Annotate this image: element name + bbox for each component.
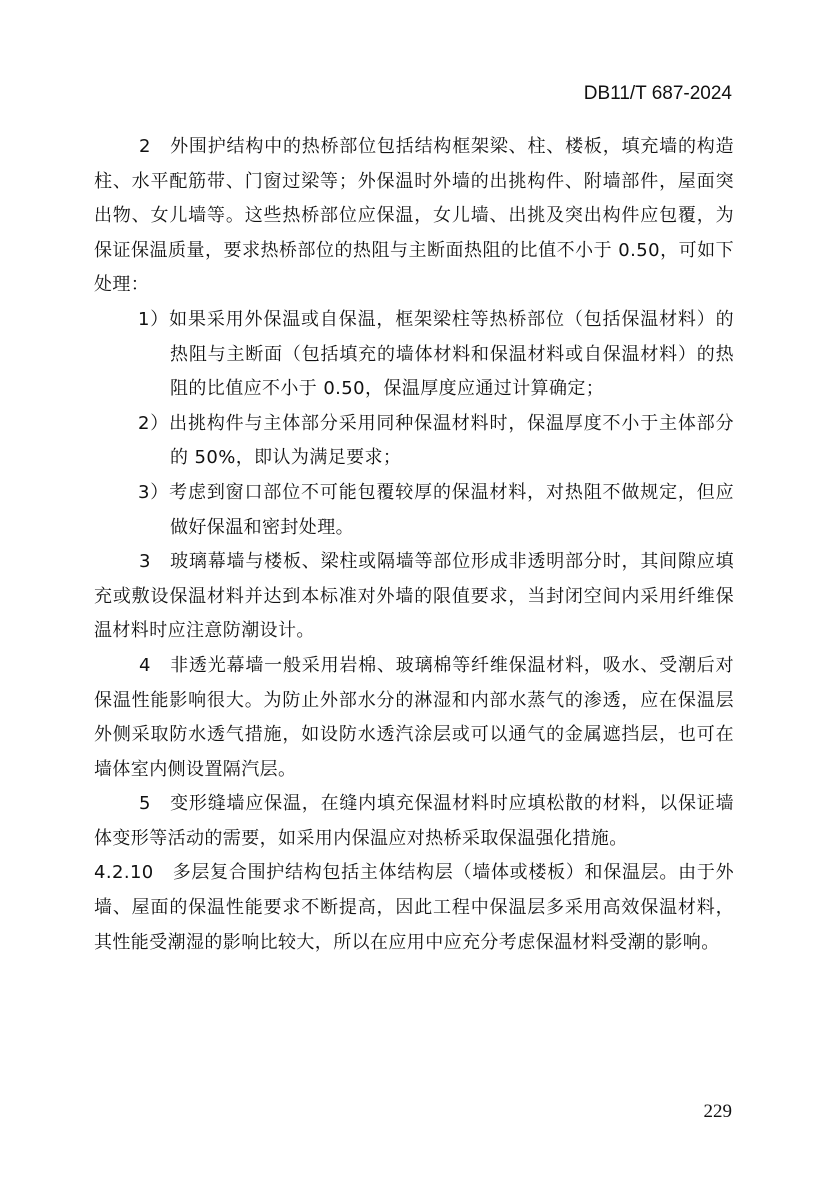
list-item-1: 1）如果采用外保温或自保温，框架梁柱等热桥部位（包括保温材料）的热阻与主断面（包括填充的墙体材料和保温材料或自保温材料）的热阻的比值应不小于 0.50，保温厚度应通过计算确定； xyxy=(138,308,734,400)
page-number: 229 xyxy=(703,1101,732,1122)
list-item-2: 2）出挑构件与主体部分采用同种保温材料时，保温厚度不小于主体部分的 50%，即认为满足要求； xyxy=(138,412,734,469)
clause-2-paragraph: 2 外围护结构中的热桥部位包括结构框架梁、柱、楼板，填充墙的构造柱、水平配筋带、门窗过梁等；外保温时外墙的出挑构件、附墙部件，屋面突出物、女儿墙等。这些热桥部位应保温，女儿墙、出挑及突出构件应包覆，为保证保温质量，要求热桥部位的热阻与主断面热阻的比值不小于 0.50，可如下处理： xyxy=(94,136,734,296)
clause-5-paragraph: 5 变形缝墙应保温，在缝内填充保温材料时应填松散的材料，以保证墙体变形等活动的需要，如采用内保温应对热桥采取保温强化措施。 xyxy=(94,793,734,849)
section-4-2-10-paragraph: 4.2.10 多层复合围护结构包括主体结构层（墙体或楼板）和保温层。由于外墙、屋面的保温性能要求不断提高，因此工程中保温层多采用高效保温材料，其性能受潮湿的影响比较大，所以在应用中应充分考虑保温材料受潮的影响。 xyxy=(94,862,734,953)
body-text xyxy=(94,130,734,960)
clause-3-paragraph: 3 玻璃幕墙与楼板、梁柱或隔墙等部位形成非透明部分时，其间隙应填充或敷设保温材料并达到本标准对外墙的限值要求，当封闭空间内采用纤维保温材料时应注意防潮设计。 xyxy=(94,551,734,642)
clause-4-paragraph: 4 非透光幕墙一般采用岩棉、玻璃棉等纤维保温材料，吸水、受潮后对保温性能影响很大。为防止外部水分的淋湿和内部水蒸气的渗透，应在保温层外侧采取防水透气措施，如设防水透汽涂层或可以通气的金属遮挡层，也可在墙体室内侧设置隔汽层。 xyxy=(94,654,734,780)
list-item-3: 3）考虑到窗口部位不可能包覆较厚的保温材料，对热阻不做规定，但应做好保温和密封处理。 xyxy=(138,481,734,538)
standard-code-header: DB11/T 687-2024 xyxy=(583,83,732,104)
